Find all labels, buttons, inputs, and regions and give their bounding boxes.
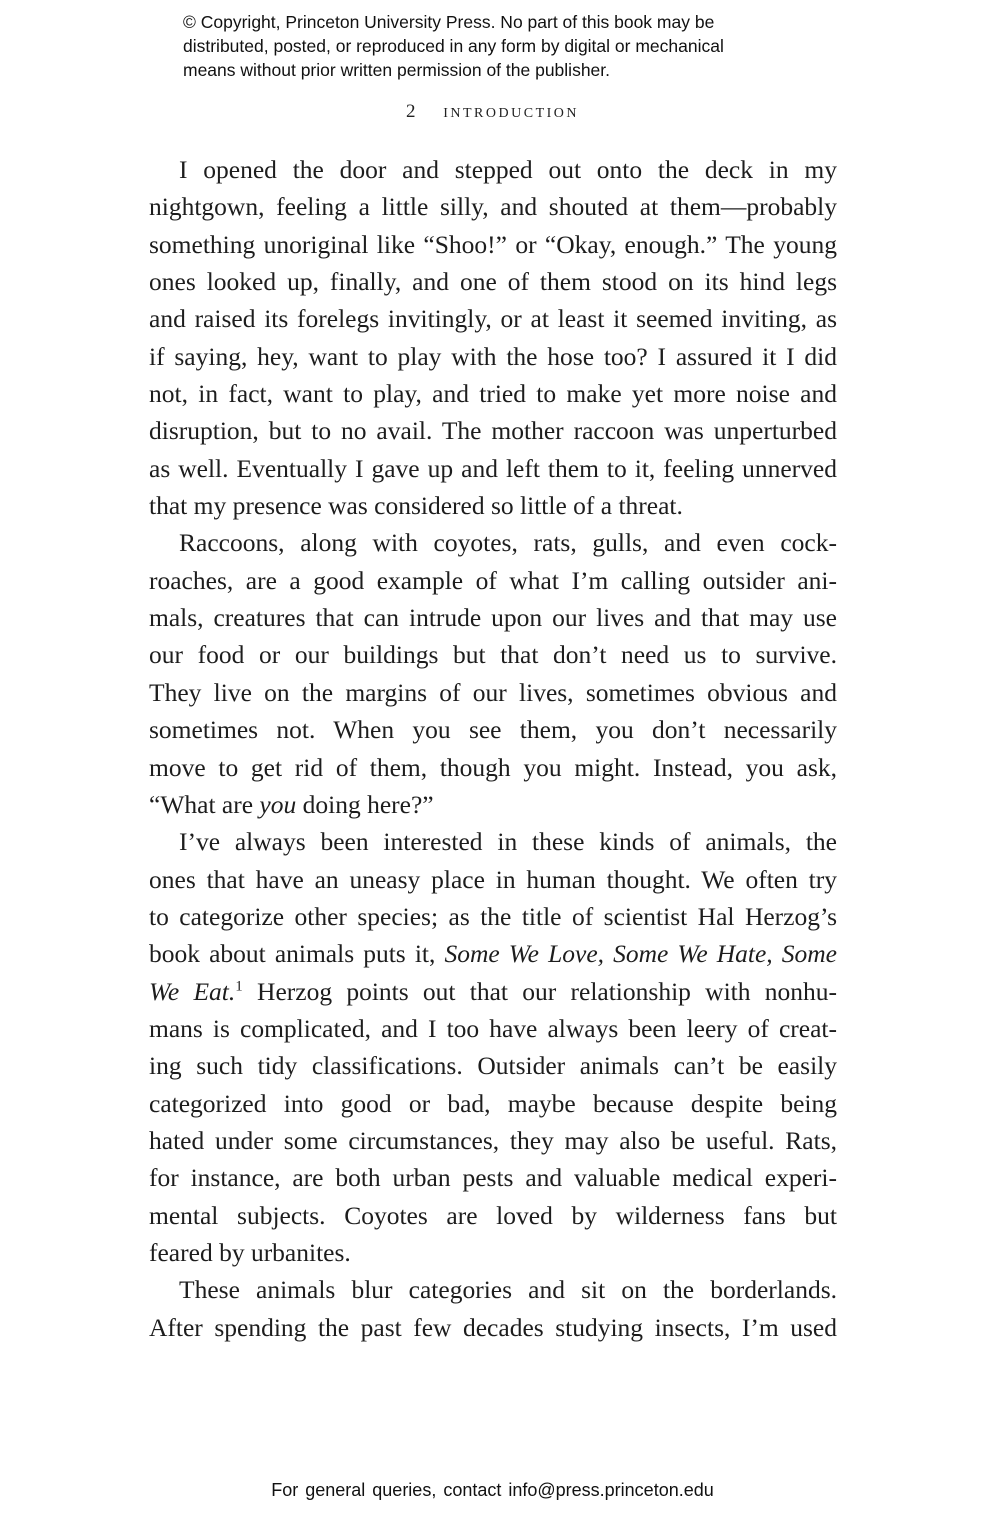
running-head [0, 100, 985, 123]
text-line: our food or our buildings but that don’t need us to survive. [149, 640, 837, 670]
text-line: disruption, but to no avail. The mother raccoon was unperturbed [149, 416, 837, 446]
text-line: that my presence was considered so little of a threat. [149, 491, 683, 521]
text-line: Raccoons, along with coyotes, rats, gulls, and even cock- [179, 528, 837, 558]
copyright-notice [183, 10, 823, 82]
copyright-notice-line: distributed, posted, or reproduced in any form by digital or mechanical [183, 36, 724, 56]
text-line: ones that have an uneasy place in human thought. We often try [149, 864, 837, 894]
text-line: These animals blur categories and sit on the borderlands. [179, 1275, 837, 1305]
text-line: hated under some circumstances, they may also be useful. Rats, [149, 1125, 837, 1155]
footnote-marker[interactable]: 1 [235, 978, 243, 995]
text-line: as well. Eventually I gave up and left them to it, feeling unnerved [149, 453, 837, 483]
book-title: We Eat. [149, 976, 236, 1006]
text-line: ones looked up, finally, and one of them stood on its hind legs [149, 267, 837, 297]
text-line: ing such tidy classifications. Outsider animals can’t be easily [149, 1051, 837, 1081]
emphasis: you [259, 789, 297, 819]
footer-text: For general queries, contact info@press.princeton.edu [271, 1480, 714, 1500]
text-line: I’ve always been interested in these kinds of animals, the [179, 827, 837, 857]
page-number: 2 [405, 101, 416, 122]
book-title: Some We Love, Some We Hate, Some [444, 939, 837, 969]
copyright-notice-line: © Copyright, Princeton University Press. No part of this book may be [183, 12, 715, 32]
text-line: something unoriginal like “Shoo!” or “Okay, enough.” The young [149, 229, 837, 259]
text-line: feared by urbanites. [149, 1237, 351, 1267]
text-line: for instance, are both urban pests and valuable medical experi- [149, 1163, 837, 1193]
text-line: nightgown, feeling a little silly, and shouted at them—probably [149, 192, 837, 222]
text-line: not, in fact, want to play, and tried to make yet more noise and [149, 379, 837, 409]
text-line: I opened the door and stepped out onto the deck in my [179, 155, 837, 184]
text-line [149, 973, 837, 1010]
text-line: They live on the margins of our lives, sometimes obvious and [149, 677, 837, 707]
text-line: categorized into good or bad, maybe because despite being [149, 1088, 837, 1118]
text-run: “What are [149, 789, 260, 819]
text-line [149, 786, 837, 823]
text-line: mals, creatures that can intrude upon our lives and that may use [149, 603, 837, 633]
text-line: roaches, are a good example of what I’m calling outsider ani- [149, 565, 837, 595]
footer-contact [0, 1480, 985, 1501]
text-line: mental subjects. Coyotes are loved by wilderness fans but [149, 1200, 837, 1230]
text-line: and raised its forelegs invitingly, or at least it seemed inviting, as [149, 304, 837, 334]
text-line: sometimes not. When you see them, you don’t necessarily [149, 715, 837, 745]
text-line: mans is complicated, and I too have always been leery of creat- [149, 1013, 837, 1043]
body-text [149, 151, 837, 1346]
text-line: move to get rid of them, though you might. Instead, you ask, [149, 752, 837, 782]
text-line [149, 935, 837, 972]
copyright-notice-line: means without prior written permission of the publisher. [183, 60, 611, 80]
text-line: to categorize other species; as the title of scientist Hal Herzog’s [149, 901, 837, 931]
text-line: After spending the past few decades studying insects, I’m used [149, 1312, 837, 1342]
text-run: book about animals puts it, [149, 939, 445, 969]
text-line: if saying, hey, want to play with the hose too? I assured it I did [149, 341, 837, 371]
section-title: introduction [443, 100, 579, 122]
text-run: doing here?” [296, 789, 434, 819]
text-run: Herzog points out that our relationship with nonhu- [242, 976, 837, 1006]
